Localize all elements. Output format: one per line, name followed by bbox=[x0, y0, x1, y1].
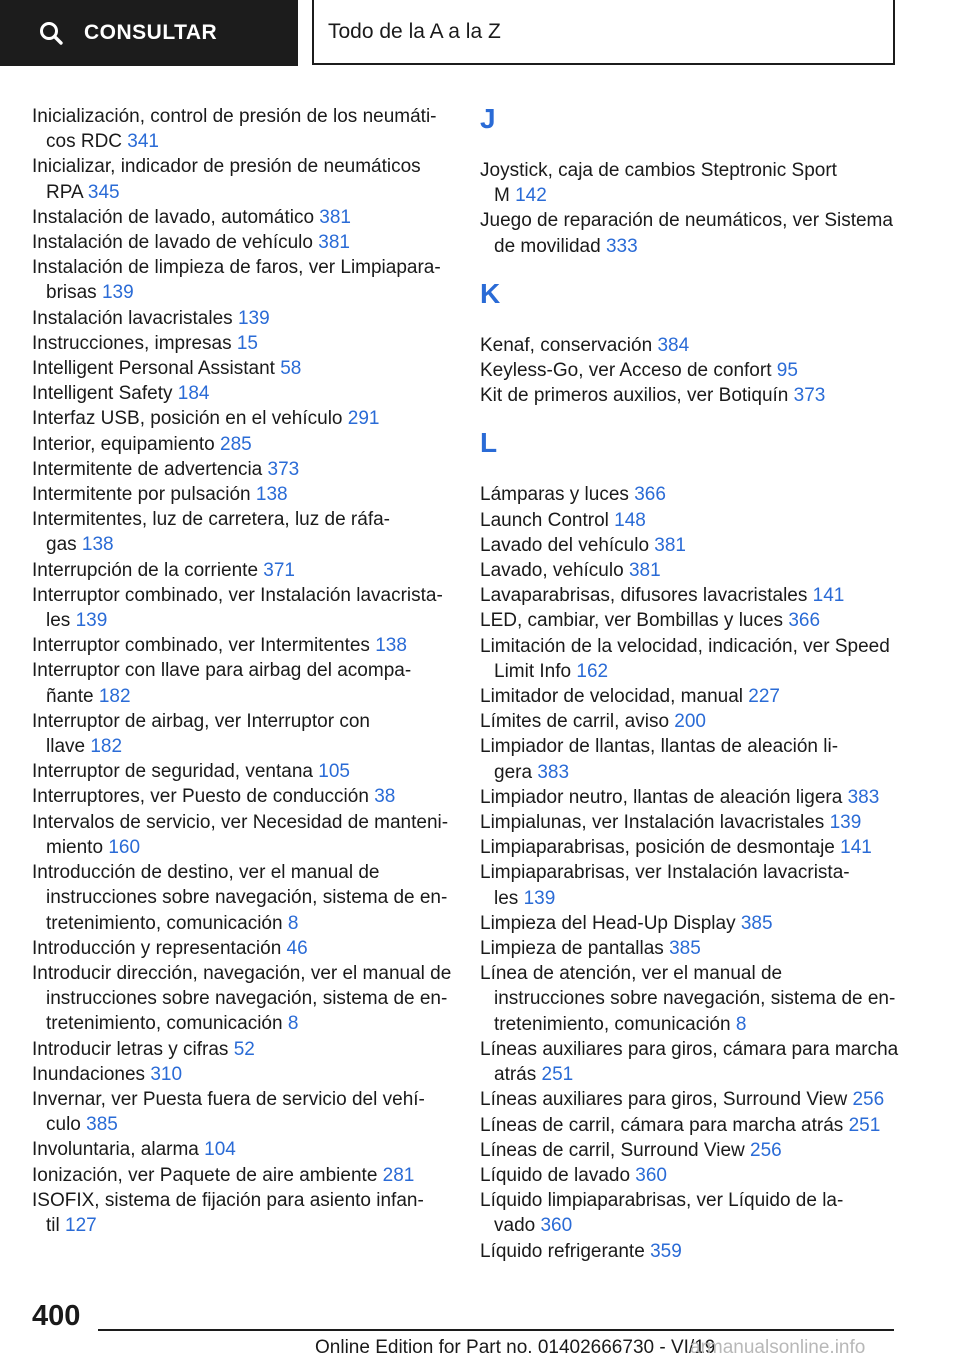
page-link[interactable]: 8 bbox=[735, 1013, 747, 1035]
index-entry: Inicializar, indicador de presión de neumáticos RPA 345 bbox=[32, 156, 421, 203]
page-link[interactable]: 333 bbox=[605, 235, 638, 257]
index-entry: Limitación de la velocidad, indicación, ver Speed Limit Info 162 bbox=[480, 635, 890, 682]
index-entry: Introducción de destino, ver el manual de instrucciones sobre navegación, sistema de en- tretenimiento, comunicación 8 bbox=[32, 862, 448, 934]
section-letter-k: K bbox=[480, 277, 501, 309]
index-entry: Intelligent Personal Assistant 58 bbox=[32, 358, 302, 380]
page-link[interactable]: 139 bbox=[101, 282, 134, 304]
page-link[interactable]: 127 bbox=[65, 1214, 97, 1236]
index-entry: Líneas de carril, Surround View 256 bbox=[480, 1139, 782, 1161]
index-entry: Intervalos de servicio, ver Necesidad de manteni- miento 160 bbox=[32, 811, 449, 858]
page-link[interactable]: 139 bbox=[237, 307, 270, 329]
index-entry: Interruptor de seguridad, ventana 105 bbox=[32, 761, 350, 783]
page-link[interactable]: 141 bbox=[812, 585, 845, 607]
page-link[interactable]: 227 bbox=[748, 686, 780, 708]
section-letter-j: J bbox=[480, 103, 496, 134]
index-entry: Keyless-Go, ver Acceso de confort 95 bbox=[480, 360, 798, 382]
index-entry: Introducción y representación 46 bbox=[32, 937, 308, 959]
index-entry: Intelligent Safety 184 bbox=[32, 383, 210, 405]
index-entry: Joystick, caja de cambios Steptronic Sport M 142 bbox=[480, 160, 837, 207]
page-link[interactable]: 251 bbox=[541, 1064, 574, 1086]
watermark: armanualsonline.info bbox=[690, 1337, 866, 1358]
index-entry: Líneas auxiliares para giros, cámara para marcha atrás 251 bbox=[480, 1038, 899, 1086]
index-entry: Interruptor con llave para airbag del acompa- ñante 182 bbox=[32, 660, 412, 707]
index-entry: Instalación lavacristales 139 bbox=[32, 307, 270, 329]
index-entry: Intermitente por pulsación 138 bbox=[32, 484, 288, 506]
index-entry: Limpieza del Head-Up Display 385 bbox=[480, 912, 773, 934]
index-entry: Línea de atención, ver el manual de instrucciones sobre navegación, sistema de en- tretenimiento, comunicación 8 bbox=[480, 963, 896, 1035]
index-entry: Ionización, ver Paquete de aire ambiente 281 bbox=[32, 1164, 415, 1186]
page-link[interactable]: 366 bbox=[788, 610, 821, 632]
page-link[interactable]: 381 bbox=[319, 206, 351, 228]
page-link[interactable]: 104 bbox=[204, 1139, 236, 1161]
page-link[interactable]: 15 bbox=[236, 332, 258, 354]
page-link[interactable]: 256 bbox=[852, 1089, 885, 1111]
page-link[interactable]: 341 bbox=[127, 131, 159, 153]
index-entry: Interruptor combinado, ver Intermitentes 138 bbox=[32, 635, 407, 657]
page-link[interactable]: 383 bbox=[537, 761, 570, 783]
index-entry: LED, cambiar, ver Bombillas y luces 366 bbox=[480, 610, 821, 632]
page-link[interactable]: 385 bbox=[86, 1114, 118, 1136]
section-letter-l: L bbox=[480, 427, 498, 459]
page-link[interactable]: 141 bbox=[840, 837, 872, 859]
page-link[interactable]: 105 bbox=[318, 761, 350, 783]
index-entry: Límites de carril, aviso 200 bbox=[480, 711, 706, 733]
index-entry: Líquido limpiaparabrisas, ver Líquido de la- vado 360 bbox=[480, 1190, 844, 1237]
index-entry: Interfaz USB, posición en el vehículo 291 bbox=[32, 408, 380, 430]
index-entry: Líquido de lavado 360 bbox=[480, 1164, 667, 1186]
consult-tab[interactable] bbox=[0, 0, 298, 66]
page-link[interactable]: 160 bbox=[108, 836, 141, 858]
page-link[interactable]: 139 bbox=[829, 812, 862, 834]
edition-note: Online Edition for Part no. 01402666730 - VI/19 bbox=[315, 1337, 716, 1358]
page-link[interactable]: 95 bbox=[776, 360, 798, 382]
page-link[interactable]: 383 bbox=[847, 786, 880, 808]
index-entry: Limpiador de llantas, llantas de aleación li- gera 383 bbox=[480, 736, 839, 783]
page-link[interactable]: 138 bbox=[255, 484, 288, 506]
index-entry: Limpiaparabrisas, posición de desmontaje 141 bbox=[480, 837, 872, 859]
page-link[interactable]: 384 bbox=[657, 334, 690, 356]
page-link[interactable]: 285 bbox=[220, 433, 252, 455]
index-entry: Instalación de lavado de vehículo 381 bbox=[32, 232, 350, 254]
search-icon bbox=[38, 20, 64, 46]
index-entry: Interruptor de airbag, ver Interruptor con llave 182 bbox=[32, 710, 370, 758]
index-entry: Intermitente de advertencia 373 bbox=[32, 458, 300, 480]
section-title-text: Todo de la A a la Z bbox=[328, 19, 501, 43]
index-entry: Limpiador neutro, llantas de aleación ligera 383 bbox=[480, 786, 880, 808]
page-link[interactable]: 310 bbox=[150, 1063, 183, 1085]
index-entry: Líneas auxiliares para giros, Surround View 256 bbox=[480, 1089, 885, 1111]
page-header bbox=[0, 0, 960, 66]
page-link[interactable]: 381 bbox=[628, 560, 661, 582]
index-entry: Involuntaria, alarma 104 bbox=[32, 1139, 236, 1161]
index-entry: Limpiaparabrisas, ver Instalación lavacrista- les 139 bbox=[480, 862, 850, 909]
index-entry: Introducir dirección, navegación, ver el manual de instrucciones sobre navegación, sistema de en- tretenimiento, comunicación 8 bbox=[32, 962, 452, 1035]
index-entry: Líquido refrigerante 359 bbox=[480, 1240, 682, 1262]
page-link[interactable]: 139 bbox=[75, 610, 108, 632]
page-link[interactable]: 381 bbox=[654, 534, 686, 556]
index-entry: Líneas de carril, cámara para marcha atrás 251 bbox=[480, 1114, 881, 1136]
index-entry: Introducir letras y cifras 52 bbox=[32, 1038, 255, 1060]
page-link[interactable]: 251 bbox=[848, 1114, 881, 1136]
page-link[interactable]: 138 bbox=[375, 635, 407, 657]
index-entry: Launch Control 148 bbox=[480, 509, 646, 531]
page-link[interactable]: 200 bbox=[674, 711, 706, 733]
page-link[interactable]: 58 bbox=[280, 358, 302, 380]
index-entry: Lavado, vehículo 381 bbox=[480, 560, 661, 582]
page-link[interactable]: 371 bbox=[263, 559, 295, 581]
index-column-left bbox=[32, 104, 462, 1238]
index-entry: Instalación de lavado, automático 381 bbox=[32, 206, 351, 228]
page-link[interactable]: 184 bbox=[177, 383, 210, 405]
page-link[interactable]: 138 bbox=[81, 534, 114, 556]
page-number: 400 bbox=[32, 1300, 81, 1332]
index-entry: Kit de primeros auxilios, ver Botiquín 373 bbox=[480, 385, 826, 407]
page-link[interactable]: 182 bbox=[98, 685, 131, 707]
index-entry: Interruptor combinado, ver Instalación lavacrista- les 139 bbox=[32, 584, 443, 632]
page-link[interactable]: 360 bbox=[635, 1164, 667, 1186]
page-link[interactable]: 38 bbox=[374, 786, 396, 808]
page-link[interactable]: 373 bbox=[267, 458, 300, 480]
index-entry: Intermitentes, luz de carretera, luz de ráfa- gas 138 bbox=[32, 509, 390, 556]
page-link[interactable]: 182 bbox=[90, 736, 123, 758]
index-entry: Interruptores, ver Puesto de conducción 38 bbox=[32, 786, 396, 808]
page-link[interactable]: 385 bbox=[740, 912, 773, 934]
section-title bbox=[312, 0, 895, 65]
page-link[interactable]: 162 bbox=[576, 660, 609, 682]
page-link[interactable]: 381 bbox=[318, 232, 350, 254]
page-link[interactable]: 291 bbox=[347, 408, 380, 430]
index-entry: Kenaf, conservación 384 bbox=[480, 334, 690, 356]
index-entry: Invernar, ver Puesta fuera de servicio del vehí- culo 385 bbox=[32, 1088, 425, 1136]
index-entry: Lavaparabrisas, difusores lavacristales 141 bbox=[480, 585, 845, 607]
footer-divider bbox=[98, 1329, 894, 1331]
page-link[interactable]: 8 bbox=[287, 912, 299, 934]
page-link[interactable]: 281 bbox=[382, 1164, 415, 1186]
page-link[interactable]: 359 bbox=[650, 1240, 682, 1262]
index-entry: Interior, equipamiento 285 bbox=[32, 433, 252, 455]
page-link[interactable]: 139 bbox=[523, 887, 556, 909]
index-entry: Instrucciones, impresas 15 bbox=[32, 332, 258, 354]
page-link[interactable]: 142 bbox=[515, 185, 547, 207]
page-link[interactable]: 373 bbox=[793, 385, 826, 407]
page-link[interactable]: 52 bbox=[233, 1038, 255, 1060]
index-entry: Lámparas y luces 366 bbox=[480, 484, 666, 506]
index-entry: Lavado del vehículo 381 bbox=[480, 534, 686, 556]
consult-label: CONSULTAR bbox=[84, 21, 218, 44]
page-link[interactable]: 345 bbox=[87, 181, 120, 203]
index-entry: ISOFIX, sistema de fijación para asiento infan- til 127 bbox=[32, 1189, 424, 1236]
index-column-right bbox=[480, 104, 900, 1264]
index-entry: Interrupción de la corriente 371 bbox=[32, 559, 295, 581]
index-entry: Limitador de velocidad, manual 227 bbox=[480, 686, 780, 708]
index-entry: Inundaciones 310 bbox=[32, 1063, 183, 1085]
index-entry: Limpieza de pantallas 385 bbox=[480, 938, 701, 960]
page-link[interactable]: 360 bbox=[540, 1215, 573, 1237]
page-link[interactable]: 385 bbox=[669, 938, 701, 960]
page-link[interactable]: 366 bbox=[634, 484, 666, 506]
page-link[interactable]: 148 bbox=[614, 509, 646, 531]
page-link[interactable]: 8 bbox=[287, 1013, 299, 1035]
index-entry: Inicialización, control de presión de los neumáti- cos RDC 341 bbox=[32, 106, 437, 153]
index-entry: Instalación de limpieza de faros, ver Limpiapara- brisas 139 bbox=[32, 257, 441, 304]
index-entry: Limpialunas, ver Instalación lavacristales 139 bbox=[480, 812, 862, 834]
page-link[interactable]: 256 bbox=[750, 1139, 782, 1161]
index-entry: Juego de reparación de neumáticos, ver Sistema de movilidad 333 bbox=[480, 210, 893, 257]
page-link[interactable]: 46 bbox=[286, 937, 308, 959]
